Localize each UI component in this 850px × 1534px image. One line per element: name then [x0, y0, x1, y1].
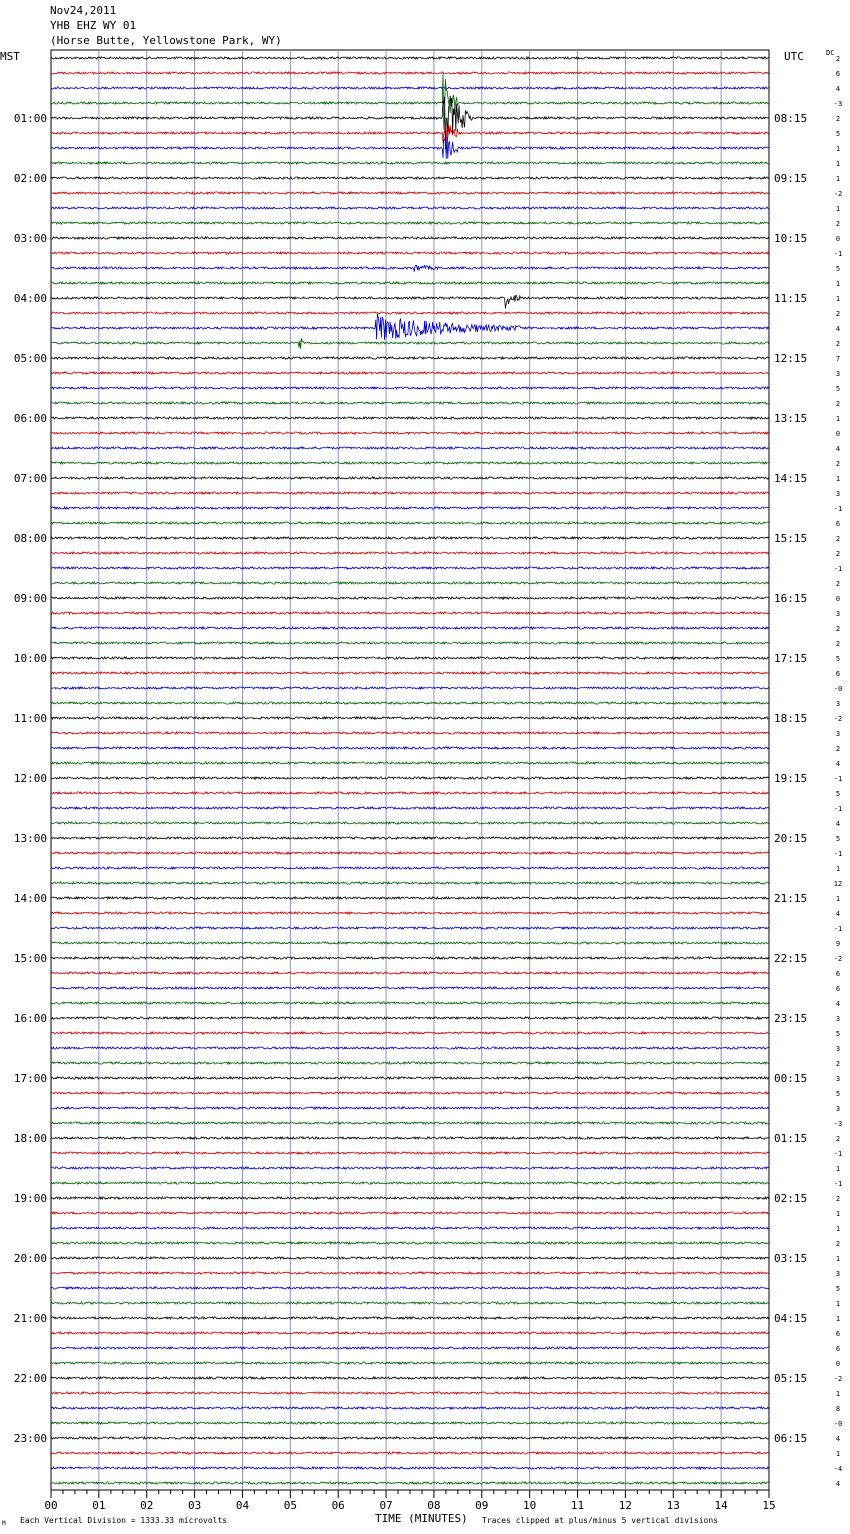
mst-zone-label: MST [0, 50, 20, 63]
dc-offset-label: -1 [833, 805, 843, 813]
dc-offset-label: -2 [833, 955, 843, 963]
dc-offset-label: -1 [833, 1180, 843, 1188]
dc-offset-label: 1 [835, 205, 841, 213]
dc-offset-label: 6 [835, 70, 841, 78]
x-tick-label: 09 [475, 1499, 489, 1512]
dc-offset-label: 2 [835, 550, 841, 558]
trace-line [51, 387, 769, 389]
dc-offset-label: 2 [835, 535, 841, 543]
mst-hour-label: 04:00 [13, 292, 47, 305]
trace-line [51, 87, 769, 89]
trace-line [51, 852, 769, 854]
dc-offset-label: -1 [833, 505, 843, 513]
utc-hour-label: 06:15 [774, 1432, 808, 1445]
utc-hour-label: 08:15 [774, 112, 808, 125]
trace-line [51, 312, 769, 314]
mst-hour-label: 13:00 [13, 832, 47, 845]
trace-line [51, 357, 769, 359]
trace-line [51, 897, 769, 899]
trace-line [51, 1422, 769, 1424]
trace-line [51, 124, 769, 148]
dc-offset-label: -1 [833, 925, 843, 933]
station-location: (Horse Butte, Yellowstone Park, WY) [50, 34, 282, 47]
dc-offset-label: 3 [835, 1075, 841, 1083]
trace-line [51, 372, 769, 374]
dc-offset-label: 6 [835, 520, 841, 528]
mst-hour-label: 03:00 [13, 232, 47, 245]
utc-hour-label: 23:15 [774, 1012, 808, 1025]
dc-offset-label: 1 [835, 1300, 841, 1308]
dc-offset-label: 1 [835, 475, 841, 483]
utc-hour-label: 05:15 [774, 1372, 808, 1385]
trace-line [51, 1197, 769, 1199]
dc-offset-label: 6 [835, 985, 841, 993]
dc-offset-label: 1 [835, 1315, 841, 1323]
trace-line [51, 1182, 769, 1184]
mst-hour-label: 12:00 [13, 772, 47, 785]
dc-offset-label: 1 [835, 1450, 841, 1458]
trace-line [51, 1332, 769, 1334]
mst-hour-label: 23:00 [13, 1432, 47, 1445]
trace-line [51, 1272, 769, 1274]
trace-line [51, 882, 769, 884]
dc-offset-label: 0 [835, 595, 841, 603]
dc-offset-label: 2 [835, 220, 841, 228]
dc-offset-label: 5 [835, 835, 841, 843]
trace-line [51, 912, 769, 914]
dc-offset-label: 5 [835, 130, 841, 138]
trace-line [51, 282, 769, 284]
trace-line [51, 1362, 769, 1364]
dc-offset-label: 1 [835, 1255, 841, 1263]
utc-hour-label: 11:15 [774, 292, 808, 305]
trace-line [51, 432, 769, 434]
trace-line [51, 136, 769, 159]
trace-line [51, 72, 769, 74]
dc-offset-label: 2 [835, 55, 841, 63]
dc-offset-label: 6 [835, 1330, 841, 1338]
trace-line [51, 1152, 769, 1154]
x-tick-label: 07 [379, 1499, 393, 1512]
station-code: YHB EHZ WY 01 [50, 19, 137, 32]
dc-offset-label: 0 [835, 1360, 841, 1368]
trace-line [51, 1242, 769, 1244]
dc-offset-label: 5 [835, 1090, 841, 1098]
dc-offset-label: 5 [835, 790, 841, 798]
dc-offset-label: 2 [835, 340, 841, 348]
x-tick-label: 06 [331, 1499, 345, 1512]
dc-offset-label: 1 [835, 145, 841, 153]
dc-offset-label: 5 [835, 385, 841, 393]
dc-offset-label: 2 [835, 745, 841, 753]
trace-line [51, 1122, 769, 1124]
utc-hour-label: 14:15 [774, 472, 808, 485]
dc-offset-label: 3 [835, 370, 841, 378]
trace-line [51, 627, 769, 629]
dc-offset-label: 3 [835, 1105, 841, 1113]
dc-offset-label: 2 [835, 310, 841, 318]
trace-line [51, 1107, 769, 1109]
trace-line [51, 552, 769, 554]
dc-offset-label: 2 [835, 460, 841, 468]
dc-offset-label: -1 [833, 250, 843, 258]
trace-line [51, 867, 769, 869]
utc-hour-label: 19:15 [774, 772, 808, 785]
trace-line [51, 522, 769, 524]
seismogram-traces [51, 57, 769, 1484]
trace-line [51, 762, 769, 764]
dc-offset-label: -2 [833, 1375, 843, 1383]
dc-offset-label: 4 [835, 1435, 841, 1443]
trace-line [51, 1467, 769, 1469]
trace-line [51, 582, 769, 584]
dc-offset-label: 1 [835, 1390, 841, 1398]
trace-line [51, 822, 769, 824]
dc-offset-label: 2 [835, 1060, 841, 1068]
x-tick-label: 05 [283, 1499, 297, 1512]
dc-offset-label: -1 [833, 850, 843, 858]
trace-line [51, 1452, 769, 1454]
dc-offset-label: 4 [835, 85, 841, 93]
dc-offset-label: -0 [833, 685, 843, 693]
dc-offset-label: 12 [833, 880, 843, 888]
mst-hour-label: 21:00 [13, 1312, 47, 1325]
dc-offset-label: 1 [835, 895, 841, 903]
trace-line [51, 597, 769, 599]
trace-line [51, 1002, 769, 1004]
utc-hour-label: 22:15 [774, 952, 808, 965]
mst-hour-label: 09:00 [13, 592, 47, 605]
dc-offset-label: 2 [835, 580, 841, 588]
trace-line [51, 537, 769, 539]
trace-line [51, 717, 769, 719]
trace-line [51, 747, 769, 749]
dc-offset-label: 4 [835, 325, 841, 333]
dc-offset-label: 2 [835, 640, 841, 648]
trace-line [51, 1407, 769, 1409]
trace-line [51, 1302, 769, 1304]
dc-offset-label: 0 [835, 430, 841, 438]
trace-line [51, 207, 769, 209]
trace-line [51, 402, 769, 404]
dc-offset-label: 9 [835, 940, 841, 948]
dc-offset-label: 2 [835, 1135, 841, 1143]
dc-offset-label: 1 [835, 295, 841, 303]
x-tick-label: 12 [618, 1499, 633, 1512]
x-tick-label: 08 [427, 1499, 441, 1512]
trace-line [51, 192, 769, 194]
trace-line [51, 1317, 769, 1319]
dc-offset-label: -1 [833, 1150, 843, 1158]
trace-line [51, 462, 769, 464]
x-tick-label: 04 [235, 1499, 250, 1512]
mst-hour-label: 01:00 [13, 112, 47, 125]
x-tick-label: 10 [523, 1499, 537, 1512]
trace-line [51, 265, 769, 271]
trace-line [51, 777, 769, 779]
trace-line [51, 657, 769, 659]
dc-offset-label: 0 [835, 235, 841, 243]
trace-line [51, 1437, 769, 1439]
utc-hour-label: 20:15 [774, 832, 808, 845]
trace-line [51, 732, 769, 734]
mst-hour-label: 14:00 [13, 892, 47, 905]
dc-offset-label: 2 [835, 1195, 841, 1203]
plot-date: Nov24,2011 [50, 4, 117, 17]
mst-hour-label: 15:00 [13, 952, 47, 965]
mst-hour-label: 17:00 [13, 1072, 47, 1085]
dc-offset-label: 1 [835, 160, 841, 168]
trace-line [51, 1077, 769, 1079]
trace-line [51, 1347, 769, 1349]
trace-line [51, 1257, 769, 1259]
trace-line [51, 447, 769, 449]
trace-line [51, 972, 769, 974]
x-axis-label: TIME (MINUTES) [375, 1512, 468, 1525]
dc-offset-label: -4 [833, 1465, 843, 1473]
trace-line [51, 73, 769, 129]
utc-hour-label: 17:15 [774, 652, 808, 665]
dc-offset-label: 5 [835, 655, 841, 663]
trace-line [51, 57, 769, 59]
dc-offset-label: 1 [835, 1210, 841, 1218]
trace-line [51, 1212, 769, 1214]
x-tick-label: 15 [762, 1499, 776, 1512]
mst-hour-label: 06:00 [13, 412, 47, 425]
mst-hour-label: 08:00 [13, 532, 47, 545]
utc-hour-label: 21:15 [774, 892, 808, 905]
dc-offset-label: 2 [835, 1240, 841, 1248]
dc-offset-label: -1 [833, 565, 843, 573]
x-tick-label: 14 [714, 1499, 728, 1512]
trace-line [51, 1167, 769, 1169]
utc-zone-label: UTC [784, 50, 804, 63]
trace-line [51, 642, 769, 644]
trace-line [51, 1062, 769, 1064]
dc-offset-label: -3 [833, 1120, 843, 1128]
trace-line [51, 702, 769, 704]
dc-offset-label: 4 [835, 1000, 841, 1008]
utc-hour-label: 12:15 [774, 352, 808, 365]
trace-line [51, 1377, 769, 1379]
trace-line [51, 792, 769, 794]
trace-line [51, 338, 769, 349]
dc-offset-label: 4 [835, 910, 841, 918]
trace-line [51, 222, 769, 224]
x-tick-label: 01 [92, 1499, 106, 1512]
mst-hour-label: 11:00 [13, 712, 47, 725]
trace-line [51, 942, 769, 944]
trace-line [51, 1047, 769, 1049]
chart-labels [14, 55, 842, 1512]
mst-hour-label: 18:00 [13, 1132, 47, 1145]
utc-hour-label: 02:15 [774, 1192, 808, 1205]
trace-line [51, 162, 769, 164]
dc-offset-label: 1 [835, 415, 841, 423]
dc-offset-label: 3 [835, 730, 841, 738]
dc-offset-label: 3 [835, 490, 841, 498]
mst-hour-label: 16:00 [13, 1012, 47, 1025]
trace-line [51, 237, 769, 239]
trace-line [51, 1092, 769, 1094]
x-tick-label: 11 [570, 1499, 585, 1512]
dc-offset-label: 1 [835, 865, 841, 873]
clip-note: Traces clipped at plus/minus 5 vertical divisions [482, 1516, 719, 1525]
utc-hour-label: 16:15 [774, 592, 808, 605]
dc-header-label: DC [826, 49, 835, 57]
dc-offset-label: 1 [835, 280, 841, 288]
dc-offset-label: 1 [835, 1165, 841, 1173]
dc-offset-label: 2 [835, 115, 841, 123]
x-tick-label: 13 [666, 1499, 680, 1512]
utc-hour-label: 15:15 [774, 532, 808, 545]
utc-hour-label: 09:15 [774, 172, 808, 185]
dc-offset-label: 3 [835, 1015, 841, 1023]
utc-hour-label: 01:15 [774, 1132, 808, 1145]
mst-hour-label: 07:00 [13, 472, 47, 485]
utc-hour-label: 13:15 [774, 412, 808, 425]
trace-line [51, 612, 769, 614]
trace-line [51, 957, 769, 959]
trace-line [51, 987, 769, 989]
utc-hour-label: 10:15 [774, 232, 808, 245]
trace-line [51, 177, 769, 179]
dc-offset-label: 4 [835, 820, 841, 828]
trace-line [51, 1032, 769, 1034]
dc-offset-label: 6 [835, 1345, 841, 1353]
trace-line [51, 1137, 769, 1139]
dc-offset-label: -2 [833, 715, 843, 723]
utc-hour-label: 00:15 [774, 1072, 808, 1085]
trace-line [51, 417, 769, 419]
dc-offset-label: 3 [835, 1045, 841, 1053]
dc-offset-label: 6 [835, 670, 841, 678]
dc-offset-label: 6 [835, 970, 841, 978]
dc-offset-label: -3 [833, 100, 843, 108]
dc-offset-label: 1 [835, 175, 841, 183]
dc-offset-label: 4 [835, 760, 841, 768]
x-tick-label: 00 [44, 1499, 58, 1512]
corner-mark: M [2, 1520, 6, 1527]
dc-offset-label: -1 [833, 775, 843, 783]
mst-hour-label: 05:00 [13, 352, 47, 365]
dc-offset-label: 5 [835, 1285, 841, 1293]
dc-offset-label: 5 [835, 265, 841, 273]
trace-line [51, 1287, 769, 1289]
dc-offset-label: 3 [835, 700, 841, 708]
trace-line [51, 492, 769, 494]
trace-line [51, 687, 769, 689]
trace-line [51, 927, 769, 929]
trace-line [51, 314, 769, 340]
trace-line [51, 807, 769, 809]
dc-offset-label: 4 [835, 445, 841, 453]
trace-line [51, 837, 769, 839]
x-tick-label: 02 [140, 1499, 154, 1512]
mst-hour-label: 02:00 [13, 172, 47, 185]
trace-line [51, 477, 769, 479]
trace-line [51, 1482, 769, 1484]
dc-offset-label: 3 [835, 1270, 841, 1278]
mst-hour-label: 22:00 [13, 1372, 47, 1385]
mst-hour-label: 19:00 [13, 1192, 47, 1205]
dc-offset-label: 8 [835, 1405, 841, 1413]
scale-note: Each Vertical Division = 1333.33 microvolts [20, 1516, 228, 1525]
dc-offset-label: 1 [835, 1225, 841, 1233]
trace-line [51, 252, 769, 254]
mst-hour-label: 10:00 [13, 652, 47, 665]
dc-offset-label: 3 [835, 610, 841, 618]
utc-hour-label: 03:15 [774, 1252, 808, 1265]
dc-offset-label: 2 [835, 625, 841, 633]
x-tick-label: 03 [187, 1499, 202, 1512]
trace-line [51, 1017, 769, 1019]
trace-line [51, 507, 769, 509]
utc-hour-label: 04:15 [774, 1312, 808, 1325]
dc-offset-label: 2 [835, 400, 841, 408]
trace-line [51, 1227, 769, 1229]
trace-line [51, 1392, 769, 1394]
trace-line [51, 672, 769, 674]
dc-offset-label: 4 [835, 1480, 841, 1488]
dc-offset-label: 5 [835, 1030, 841, 1038]
dc-offset-label: -2 [833, 190, 843, 198]
mst-hour-label: 20:00 [13, 1252, 47, 1265]
utc-hour-label: 18:15 [774, 712, 808, 725]
trace-line [51, 567, 769, 569]
dc-offset-label: 7 [835, 355, 841, 363]
dc-offset-label: -0 [833, 1420, 843, 1428]
trace-line [51, 296, 769, 309]
